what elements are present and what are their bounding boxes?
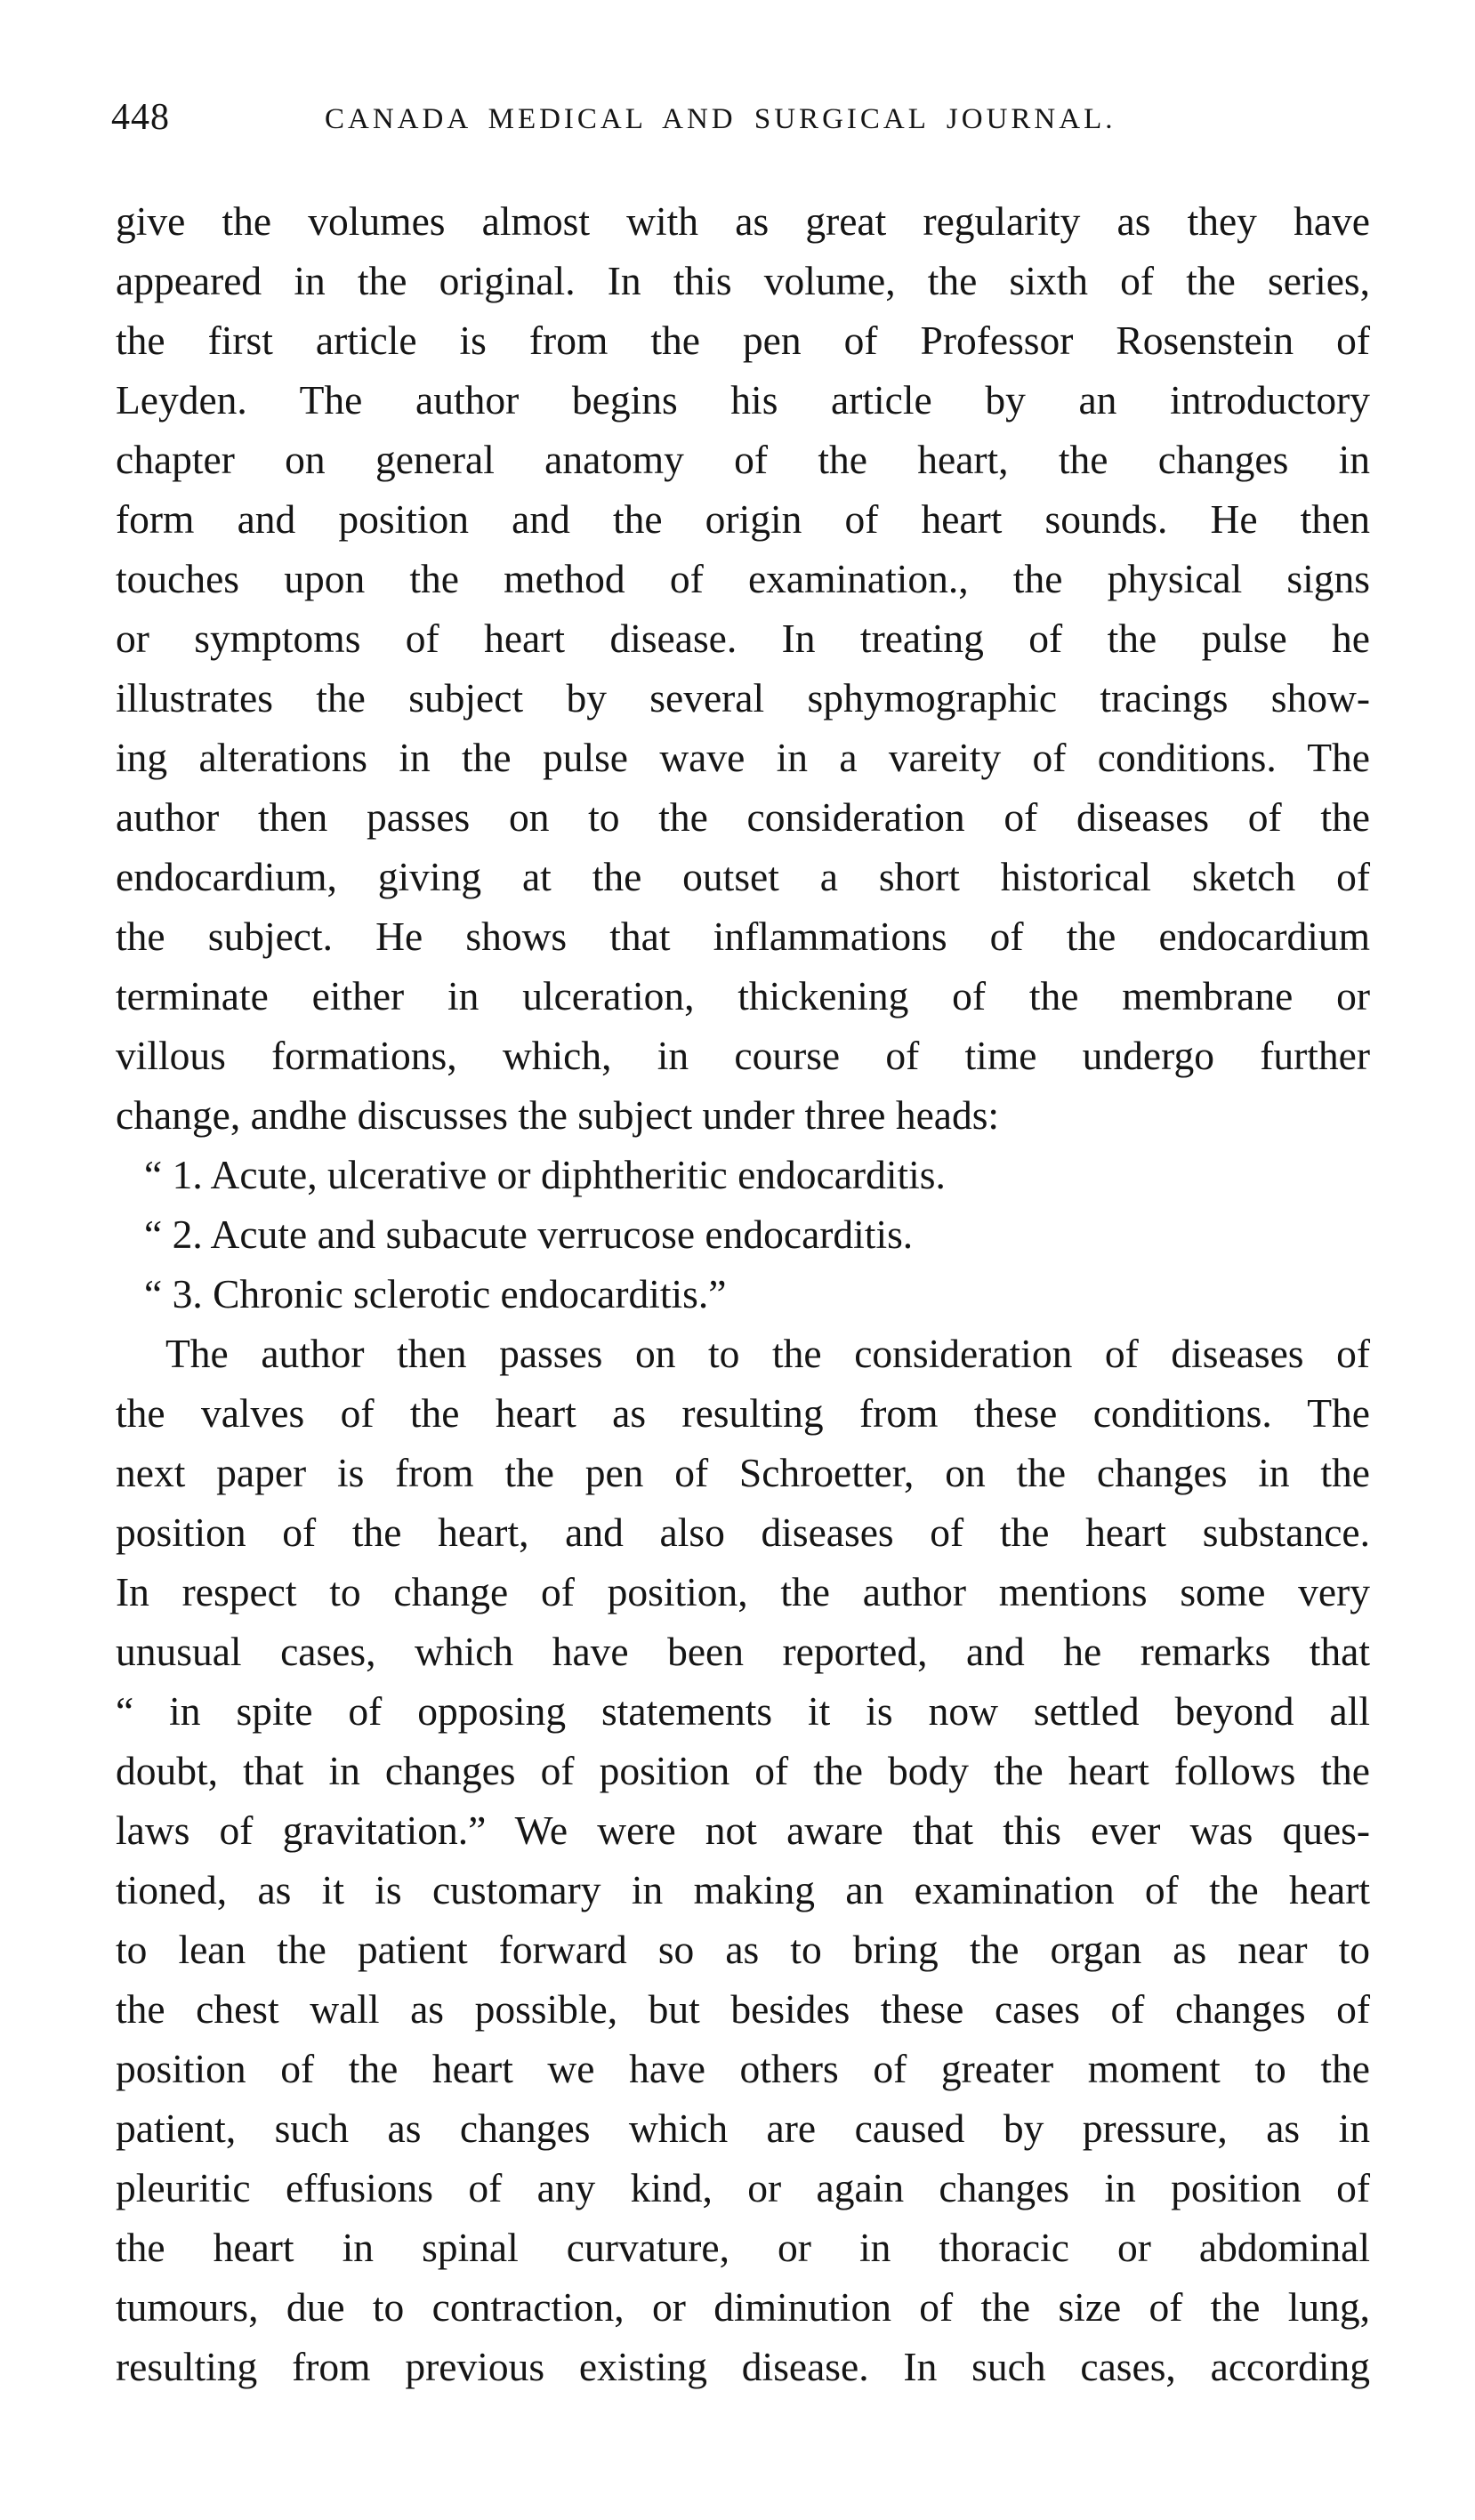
text-line: appeared in the original. In this volume, the sixth of the series, (116, 258, 1370, 303)
text-line: the heart in spinal curvature, or in thoracic or abdominal (116, 2225, 1370, 2270)
text-line: resulting from previous existing disease. In such cases, according (116, 2344, 1370, 2389)
text-line: laws of gravitation.” We were not aware that this ever was ques- (116, 1807, 1370, 1853)
text-line: the subject. He shows that inflammations of the endocardium (116, 914, 1370, 959)
text-line: endocardium, giving at the outset a short historical sketch of (116, 854, 1370, 899)
text-line: pleuritic effusions of any kind, or again changes in position of (116, 2165, 1370, 2210)
text-line: change, andhe discusses the subject under three heads: (116, 1092, 1000, 1138)
text-line: position of the heart we have others of greater moment to the (116, 2046, 1370, 2091)
text-line: doubt, that in changes of position of the body the heart follows the (116, 1748, 1370, 1793)
list-item: “ 2. Acute and subacute verrucose endocarditis. (144, 1212, 914, 1257)
text-line: form and position and the origin of heart sounds. He then (116, 496, 1370, 542)
paragraph-start-line: The author then passes on to the consideration of diseases of (165, 1331, 1370, 1376)
text-line: In respect to change of position, the author mentions some very (116, 1569, 1370, 1614)
text-line: Leyden. The author begins his article by an introductory (116, 377, 1370, 423)
text-line: villous formations, which, in course of time undergo further (116, 1033, 1370, 1078)
text-line: to lean the patient forward so as to bring the organ as near to (116, 1927, 1370, 1972)
text-line: author then passes on to the consideration of diseases of the (116, 794, 1370, 840)
page-number: 448 (111, 97, 170, 138)
text-line: the valves of the heart as resulting from these conditions. The (116, 1390, 1370, 1436)
text-line: tioned, as it is customary in making an examination of the heart (116, 1867, 1370, 1912)
text-line: touches upon the method of examination., the physical signs (116, 556, 1370, 601)
text-line: tumours, due to contraction, or diminution of the size of the lung, (116, 2284, 1370, 2330)
text-line: the chest wall as possible, but besides these cases of changes of (116, 1986, 1370, 2032)
text-line: or symptoms of heart disease. In treating of the pulse he (116, 616, 1370, 661)
list-item: “ 3. Chronic sclerotic endocarditis.” (144, 1271, 727, 1316)
text-line: position of the heart, and also diseases of the heart substance. (116, 1510, 1370, 1555)
text-line: terminate either in ulceration, thickening of the membrane or (116, 973, 1370, 1018)
text-line: illustrates the subject by several sphymographic tracings show- (116, 675, 1370, 721)
text-line: give the volumes almost with as great regularity as they have (116, 198, 1370, 244)
journal-title: CANADA MEDICAL AND SURGICAL JOURNAL. (325, 103, 1116, 135)
running-head (111, 96, 1383, 149)
text-line: “ in spite of opposing statements it is now settled beyond all (116, 1688, 1370, 1734)
article-body (116, 191, 1370, 2396)
text-line: patient, such as changes which are caused by pressure, as in (116, 2105, 1370, 2151)
text-line: unusual cases, which have been reported, and he remarks that (116, 1629, 1370, 1674)
text-line: next paper is from the pen of Schroetter, on the changes in the (116, 1450, 1370, 1495)
list-item: “ 1. Acute, ulcerative or diphtheritic endocarditis. (144, 1152, 946, 1197)
text-line: the first article is from the pen of Professor Rosenstein of (116, 318, 1370, 363)
text-line: chapter on general anatomy of the heart, the changes in (116, 437, 1370, 482)
text-line: ing alterations in the pulse wave in a vareity of conditions. The (116, 735, 1370, 780)
